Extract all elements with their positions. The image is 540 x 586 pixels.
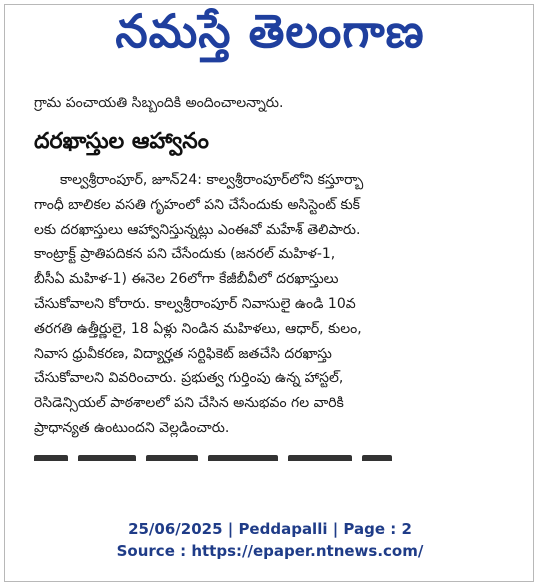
body-line: చేసుకోవాలని కోరారు. కాల్వశ్రీరాంపూర్ నివాసులై ఉండి 10వ xyxy=(34,295,356,312)
source-line: Source : https://epaper.ntnews.com/ xyxy=(116,542,424,560)
body-line: నివాస ధ్రువీకరణ, విద్యార్హత సర్టిఫికెట్ జతచేసి దరఖాస్తు xyxy=(34,345,332,362)
article-body xyxy=(34,168,514,441)
body-line: తరగతి ఉత్తీర్ణులై, 18 ఏళ్లు నిండిన మహిళలు, ఆధార్, కులం, xyxy=(34,320,362,337)
body-line: కాంట్రాక్ట్ ప్రాతిపదికన పని చేసేందుకు (జనరల్ మహిళ-1, xyxy=(34,246,336,263)
body-line: చేసుకోవాలని వివరించారు. ప్రభుత్వ గుర్తింపు ఉన్న హాస్టల్, xyxy=(34,370,344,387)
dateline: 25/06/2025 | Peddapalli | Page : 2 xyxy=(128,520,412,538)
clipping-footer xyxy=(0,518,540,562)
body-line: ప్రాధాన్యత ఉంటుందని వెల్లడించారు. xyxy=(34,419,230,436)
newspaper-masthead: నమస్తే తెలంగాణ xyxy=(115,4,425,58)
body-line: రెసిడెన్సియల్ పాఠశాలలో పని చేసిన అనుభవం గల వారికి xyxy=(34,395,344,412)
body-line: బీసీఏ మహిళ-1) ఈనెల 26లోగా కేజీబీవీలో దరఖాస్తులు xyxy=(34,271,339,288)
body-line: లకు దరఖాస్తులు ఆహ్వానిస్తున్నట్లు ఎంఈవో మహేశ్ తెలిపారు. xyxy=(34,221,361,238)
body-line: కాల్వశ్రీరాంపూర్, జూన్24: కాల్వశ్రీరాంపూర్‌లోని కస్తూర్బా xyxy=(60,172,364,188)
cropped-next-headline xyxy=(34,449,514,461)
article-headline: దరఖాస్తుల ఆహ్వానం xyxy=(34,129,209,154)
article-clipping xyxy=(34,92,514,461)
body-line: గాంధీ బాలికల వసతి గృహంలో పని చేసేందుకు అసిస్టెంట్ కుక్ xyxy=(34,196,360,213)
previous-article-tail: గ్రామ పంచాయతి సిబ్బందికి అందించాలన్నారు. xyxy=(34,95,284,111)
